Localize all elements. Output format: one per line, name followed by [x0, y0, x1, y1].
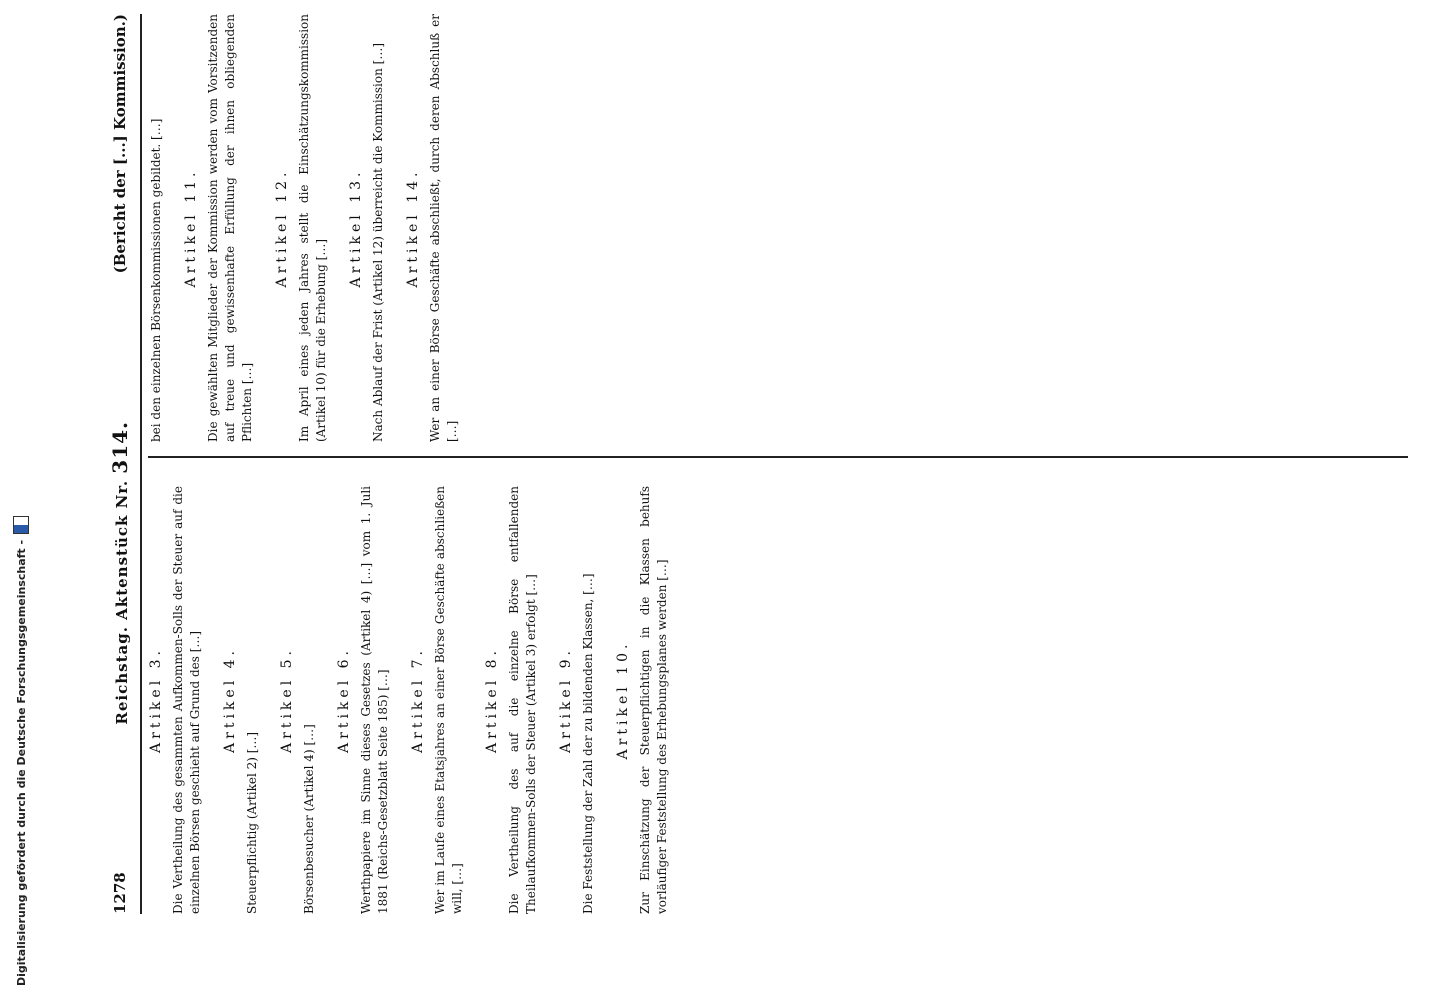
- article-text: Wer im Laufe eines Etatsjahres an einer Börse Geschäfte abschließen will, […]: [433, 486, 464, 914]
- article-heading: Artikel 12.: [274, 168, 290, 288]
- article-heading: Artikel 10.: [615, 640, 631, 760]
- article-text: Die gewählten Mitglieder der Kommission werden vom Vorsitzenden auf treue und gewissenhafte Erfüllung der ihnen obliegenden Pflichten […]: [206, 14, 254, 442]
- article-text: Nach Ablauf der Frist (Artikel 12) überreicht die Kommission […]: [371, 43, 385, 442]
- article-heading: Artikel 4.: [222, 647, 238, 753]
- article-heading: Artikel 7.: [410, 647, 426, 753]
- article-section: [410, 486, 466, 914]
- article-section: [148, 14, 165, 442]
- header-subtitle: (Bericht der [...] Kommission.): [111, 14, 129, 274]
- dfg-logo-icon: [13, 516, 29, 534]
- article-heading: Artikel 11.: [183, 168, 199, 288]
- article-text: bei den einzelnen Börsenkommissionen gebildet. […]: [149, 118, 163, 442]
- header-title: [108, 421, 132, 725]
- article-section: [222, 486, 261, 914]
- article-text: Börsenbesucher (Artikel 4) […]: [302, 724, 316, 914]
- header-title-text: Reichstag. Aktenstück Nr.: [113, 479, 131, 725]
- article-text: Werthpapiere im Sinne dieses Gesetzes (Artikel 4) […] vom 1. Juli 1881 (Reichs-Gesetzblatt Seite 185) […]: [359, 486, 390, 914]
- digitization-note-text: Digitalisierung gefördert durch die Deutsche Forschungsgemeinschaft -: [14, 539, 28, 986]
- article-text: Die Vertheilung des auf die einzelne Börse entfallenden Theilaufkommen-Solls der Steuer (Artikel 3) erfolgt […]: [507, 486, 538, 914]
- article-section: [558, 486, 597, 914]
- running-header: [100, 14, 142, 914]
- article-text: Im April eines jeden Jahres stellt die Einschätzungskommission (Artikel 10) für die Erhebung […]: [297, 14, 328, 442]
- right-column: [148, 14, 1408, 458]
- rotated-page: [100, 0, 1000, 914]
- article-heading: Artikel 6.: [336, 647, 352, 753]
- article-section: [279, 486, 318, 914]
- left-column: [148, 486, 1408, 914]
- issue-number: 314.: [108, 420, 132, 474]
- article-heading: Artikel 3.: [148, 647, 164, 753]
- article-text: Zur Einschätzung der Steuerpflichtigen in die Klassen behufs vorläufiger Feststellung des Erhebungsplanes werden […]: [638, 486, 669, 914]
- text-columns: [148, 14, 1408, 914]
- article-text: Die Vertheilung des gesammten Aufkommen-Solls der Steuer auf die einzelnen Börsen geschieht auf Grund des […]: [171, 486, 202, 914]
- article-heading: Artikel 8.: [484, 647, 500, 753]
- article-section: [183, 14, 256, 442]
- article-heading: Artikel 5.: [279, 647, 295, 753]
- article-heading: Artikel 9.: [558, 647, 574, 753]
- article-section: [348, 14, 387, 442]
- article-text: Die Feststellung der Zahl der zu bildenden Klassen, […]: [581, 573, 595, 914]
- sidebar: [10, 16, 32, 986]
- article-heading: Artikel 14.: [405, 168, 421, 288]
- page-number: 1278: [111, 872, 129, 914]
- article-section: [274, 14, 330, 442]
- article-section: [148, 486, 204, 914]
- article-heading: Artikel 13.: [348, 168, 364, 288]
- article-section: [615, 486, 671, 914]
- article-section: [484, 486, 540, 914]
- article-text: Steuerpflichtig (Artikel 2) […]: [245, 731, 259, 914]
- article-section: [336, 486, 392, 914]
- article-text: Wer an einer Börse Geschäfte abschließt, durch deren Abschluß er […]: [428, 14, 459, 442]
- article-section: [405, 14, 461, 442]
- digitization-note: [10, 16, 32, 986]
